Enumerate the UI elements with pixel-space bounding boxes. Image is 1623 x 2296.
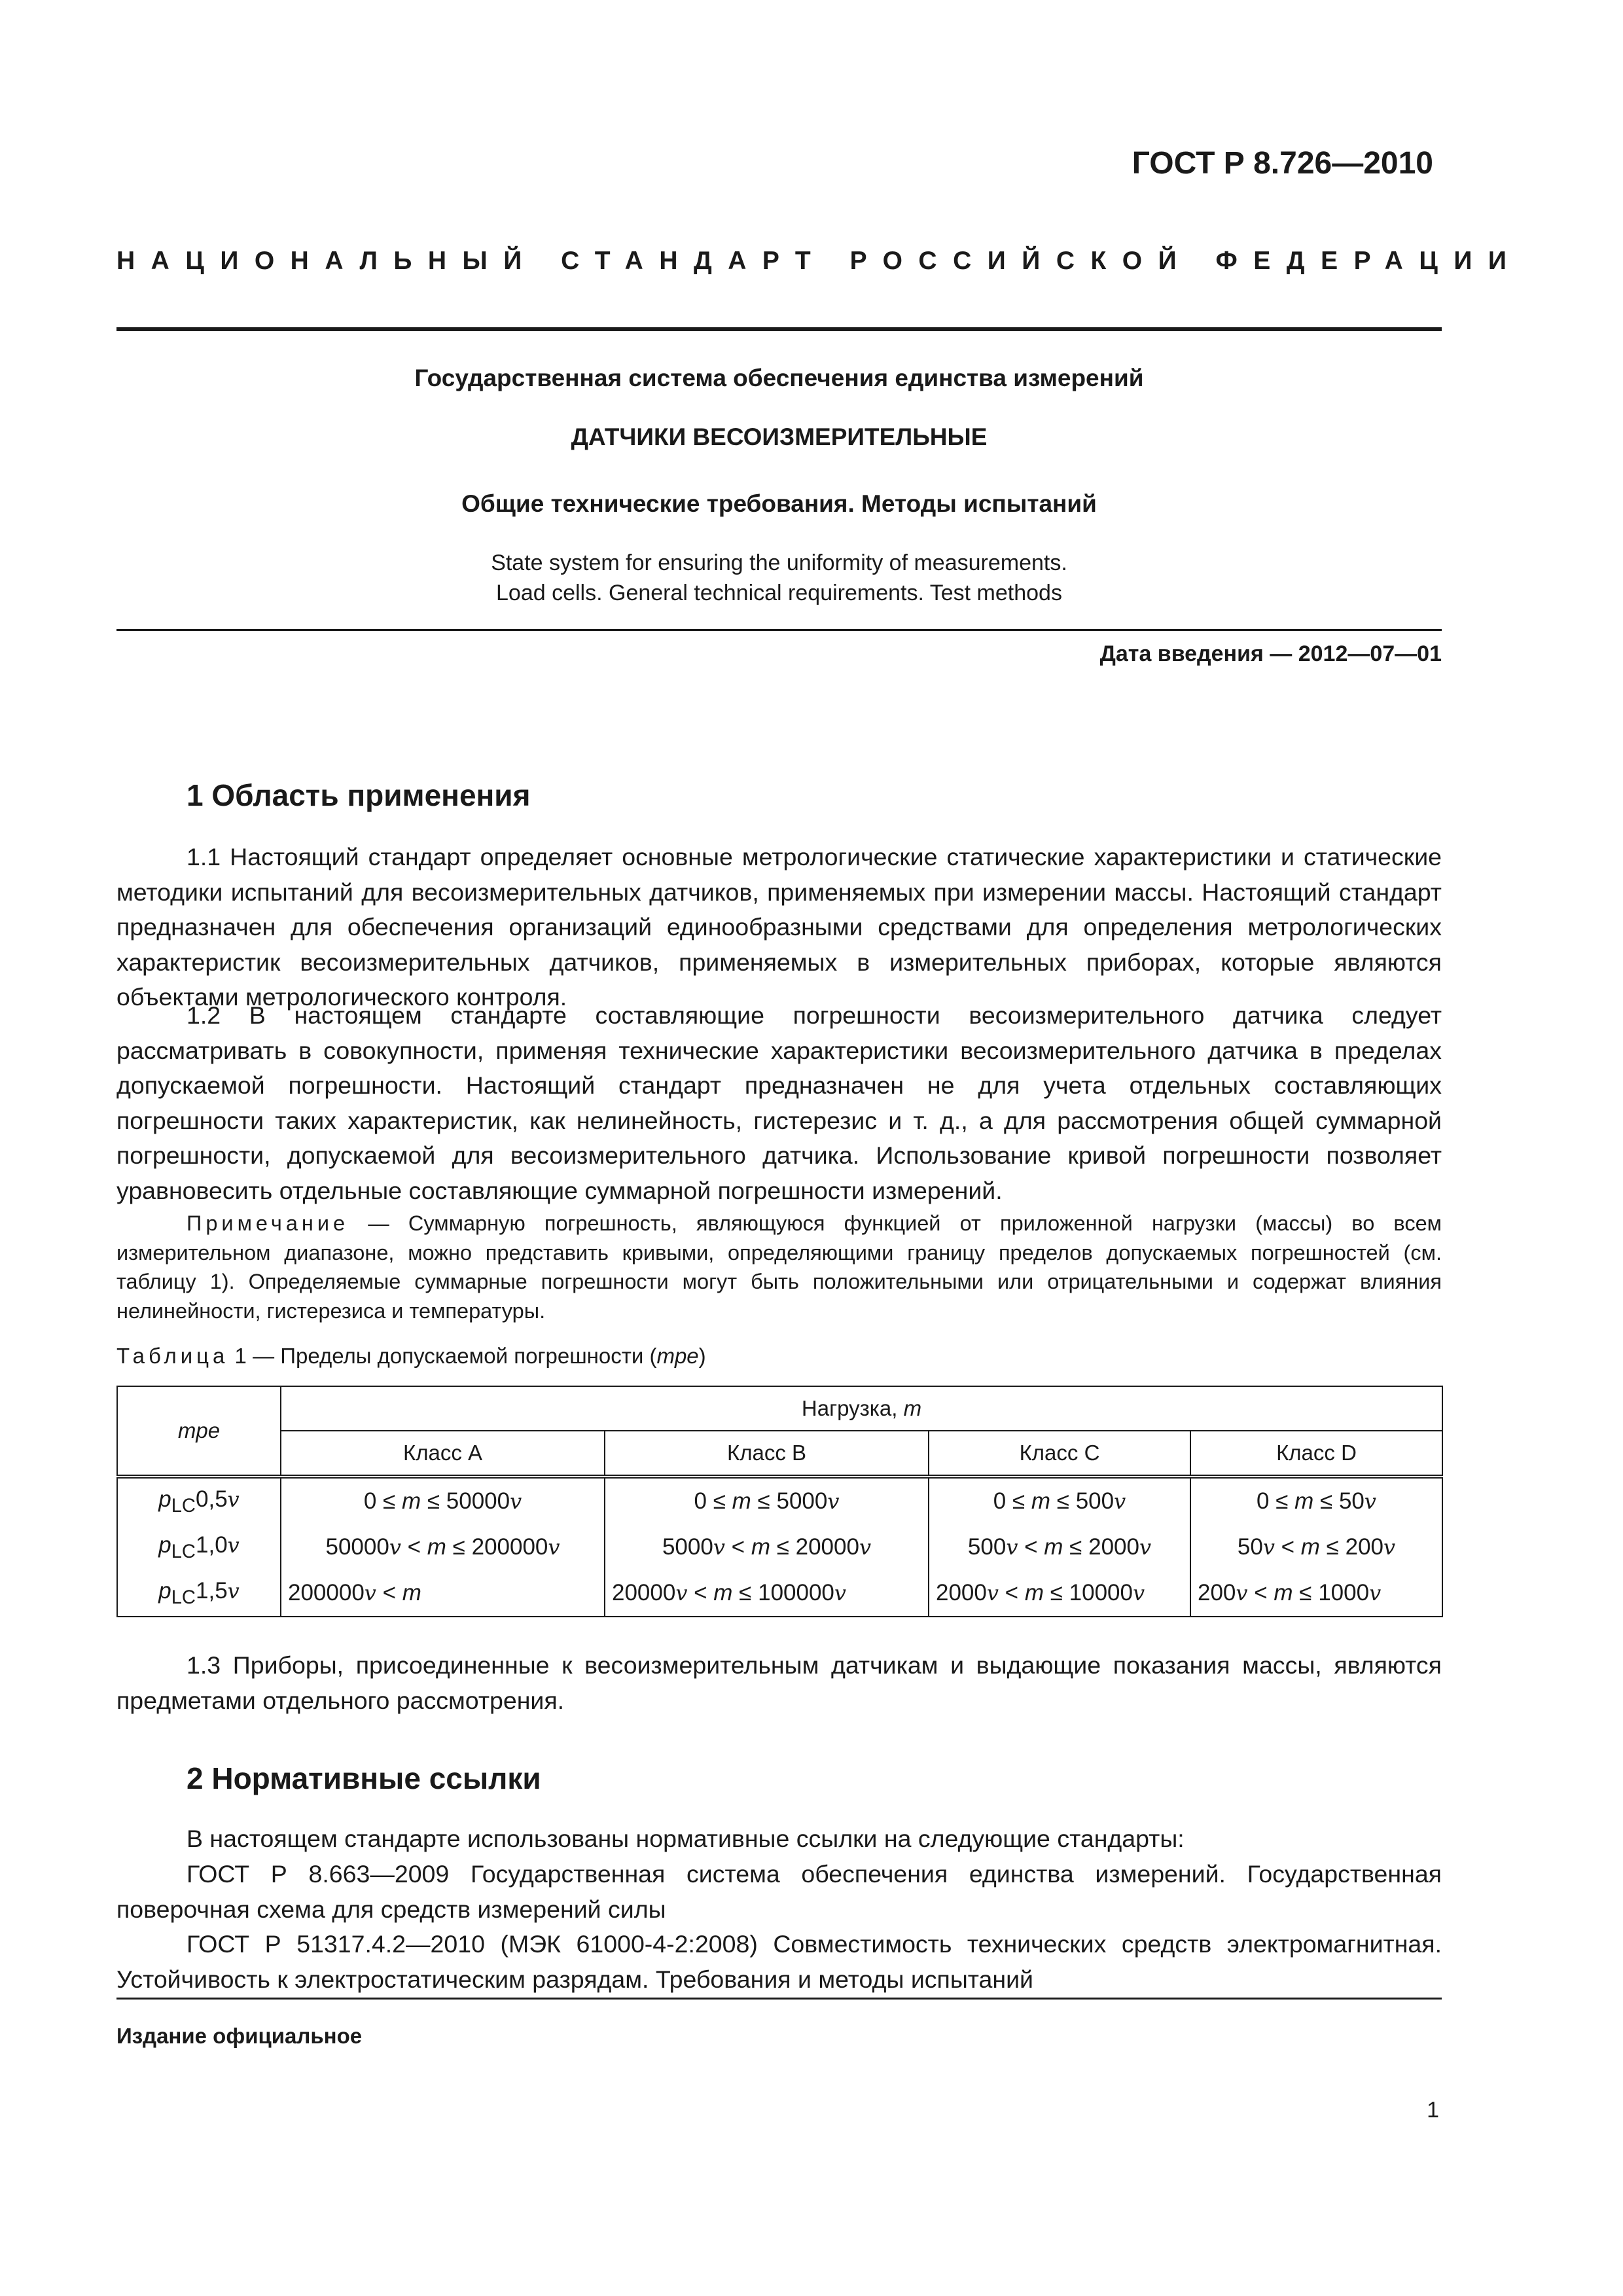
header-divider <box>116 327 1442 331</box>
page-number: 1 <box>1427 2098 1439 2123</box>
footer-divider <box>116 1998 1442 2000</box>
section-2-heading: 2 Нормативные ссылки <box>187 1761 541 1795</box>
paragraph-1-1: 1.1 Настоящий стандарт определяет основные метрологические статические характеристики и статические методики испытаний для весоизмерительных датчиков, применяемых при измерении массы. Настоящий стандарт предназначен для обеспечения организаций единообразными средствами для определения метрологических характеристик весоизмерительных датчиков, применяемых в измерительных приборах, которые являются объектами метрологического контроля. <box>116 843 1442 1011</box>
national-standard-title: НАЦИОНАЛЬНЫЙ СТАНДАРТ РОССИЙСКОЙ ФЕДЕРАЦИИ <box>116 247 1523 275</box>
error-limits-table <box>116 1386 1443 1617</box>
v-symbol: v <box>227 1578 240 1604</box>
section-1-heading: 1 Область применения <box>187 778 531 812</box>
class-b-header: Класс В <box>605 1431 929 1477</box>
table-cell: 500v < m ≤ 2000v <box>929 1524 1190 1570</box>
load-header-symbol: m <box>903 1396 922 1420</box>
table-row <box>117 1477 1442 1524</box>
table-cell: 200000v < m <box>281 1570 605 1617</box>
p-symbol: p <box>158 1577 171 1604</box>
table-row <box>117 1570 1442 1617</box>
note-text: — Суммарную погрешность, являющуюся функцией от приложенной нагрузки (массы) во всем измерительном диапазоне, можно представить кривыми, определяющими границу пределов допускаемых погрешностей (см. таблицу 1). Определяемые суммарные погрешности могут быть положительными или отрицательными и содержат влияния нелинейности, гистерезиса и температуры. <box>116 1211 1442 1323</box>
paragraph-1-2: 1.2 В настоящем стандарте составляющие погрешности весоизмерительного датчика следует рассматривать в совокупности, применяя технические характеристики весоизмерительного датчика в пределах допускаемой погрешности. Настоящий стандарт предназначен не для учета отдельных составляющих погрешности таких характеристик, как нелинейность, гистерезис и т. д., а для рассмотрения общей суммарной погрешности, допускаемой для весоизмерительного датчика. Использование кривой погрешности позволяет уравновесить отдельные составляющие суммарной погрешности измерений. <box>116 1001 1442 1204</box>
normative-refs-intro: В настоящем стандарте использованы нормативные ссылки на следующие стандарты: <box>187 1825 1185 1852</box>
edition-label: Издание официальное <box>116 2024 363 2048</box>
table-cell: 0 ≤ m ≤ 50000v <box>281 1477 605 1524</box>
table-caption-end: ) <box>698 1344 706 1368</box>
v-symbol: v <box>227 1532 240 1558</box>
mpe-factor: 1,0 <box>196 1532 228 1558</box>
table-cell: 0 ≤ m ≤ 500v <box>929 1477 1190 1524</box>
system-name: Государственная система обеспечения единства измерений <box>414 365 1144 391</box>
table-class-row <box>117 1431 1442 1477</box>
class-c-header: Класс С <box>929 1431 1190 1477</box>
normative-ref-2: ГОСТ Р 51317.4.2—2010 (МЭК 61000-4-2:2008) Совместимость технических средств электромагнитная. Устойчивость к электростатическим разрядам. Требования и методы испытаний <box>116 1930 1442 1993</box>
table-cell: 50v < m ≤ 200v <box>1190 1524 1442 1570</box>
document-subtitle: Общие технические требования. Методы испытаний <box>461 490 1097 517</box>
mpe-cell <box>117 1477 281 1524</box>
load-header <box>281 1386 1442 1431</box>
lc-subscript: LC <box>171 1541 196 1562</box>
standard-number: ГОСТ Р 8.726—2010 <box>1132 146 1433 181</box>
table-cell: 0 ≤ m ≤ 5000v <box>605 1477 929 1524</box>
lc-subscript: LC <box>171 1495 196 1516</box>
document-title: ДАТЧИКИ ВЕСОИЗМЕРИТЕЛЬНЫЕ <box>571 423 988 450</box>
paragraph-1-3: 1.3 Приборы, присоединенные к весоизмерительным датчикам и выдающие показания массы, являются предметами отдельного рассмотрения. <box>116 1651 1442 1714</box>
table-cell: 20000v < m ≤ 100000v <box>605 1570 929 1617</box>
table-caption-number: 1 — Пределы допускаемой погрешности ( <box>228 1344 657 1368</box>
note-label: Примечание <box>187 1211 349 1235</box>
table-caption-label: Таблица <box>116 1344 229 1368</box>
table-row <box>117 1524 1442 1570</box>
table-cell: 50000v < m ≤ 200000v <box>281 1524 605 1570</box>
load-header-text: Нагрузка, <box>801 1396 904 1420</box>
table-cell: 200v < m ≤ 1000v <box>1190 1570 1442 1617</box>
english-title <box>116 548 1442 608</box>
english-title-line2: Load cells. General technical requirements. Test methods <box>496 581 1062 605</box>
table-cell: 0 ≤ m ≤ 50v <box>1190 1477 1442 1524</box>
p-symbol: p <box>158 1532 171 1558</box>
mpe-factor: 0,5 <box>196 1486 228 1512</box>
mpe-factor: 1,5 <box>196 1577 228 1604</box>
p-symbol: p <box>158 1486 171 1512</box>
table-header-row <box>117 1386 1442 1431</box>
class-d-header: Класс D <box>1190 1431 1442 1477</box>
normative-ref-1: ГОСТ Р 8.663—2009 Государственная система обеспечения единства измерений. Государственная поверочная схема для средств измерений силы <box>116 1860 1442 1923</box>
lc-subscript: LC <box>171 1587 196 1608</box>
table-caption-symbol: mpe <box>656 1344 699 1368</box>
class-a-header: Класс А <box>281 1431 605 1477</box>
v-symbol: v <box>227 1486 240 1512</box>
note <box>116 1209 1442 1325</box>
mpe-column-header: mpe <box>117 1386 281 1477</box>
mpe-cell <box>117 1524 281 1570</box>
title-divider <box>116 629 1442 631</box>
english-title-line1: State system for ensuring the uniformity of measurements. <box>491 550 1067 575</box>
table-cell: 5000v < m ≤ 20000v <box>605 1524 929 1570</box>
table-cell: 2000v < m ≤ 10000v <box>929 1570 1190 1617</box>
table-caption <box>116 1344 706 1369</box>
introduction-date: Дата введения — 2012—07—01 <box>1099 641 1442 666</box>
mpe-cell <box>117 1570 281 1617</box>
